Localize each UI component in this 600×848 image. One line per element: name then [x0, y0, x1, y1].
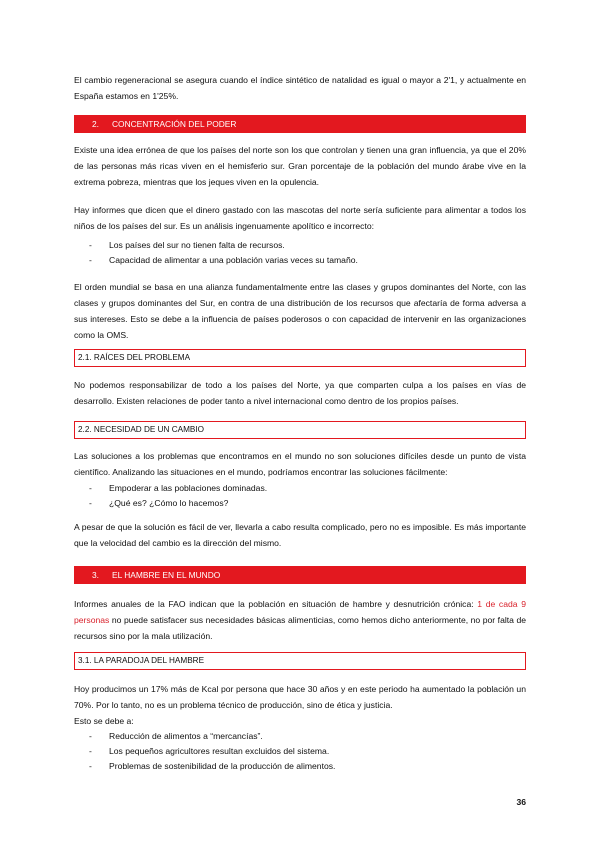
- section-3-title: EL HAMBRE EN EL MUNDO: [112, 570, 221, 580]
- subsection-3-1-title: 3.1. LA PARADOJA DEL HAMBRE: [78, 656, 205, 665]
- list-item-text: Los pequeños agricultores resultan excluidos del sistema.: [109, 746, 330, 756]
- section-3-number: 3.: [92, 570, 99, 580]
- section-2-number: 2.: [92, 119, 99, 129]
- section-3-text-before: Informes anuales de la FAO indican que la población en situación de hambre y desnutrición crónica:: [74, 599, 478, 609]
- list-item-text: ¿Qué es? ¿Cómo lo hacemos?: [109, 498, 229, 508]
- section-2-paragraph-2: Hay informes que dicen que el dinero gastado con las mascotas del norte sería suficiente para alimentar a todos los niños de los países del sur. Es un análisis ingenuamente apolítico e incorrecto:: [74, 205, 526, 231]
- list-item-text: Capacidad de alimentar a una población varias veces su tamaño.: [109, 255, 358, 265]
- subsection-2-1-heading: [74, 349, 526, 367]
- list-item-text: Los países del sur no tienen falta de recursos.: [109, 240, 285, 250]
- subsection-3-1-paragraph-2: Esto se debe a:: [74, 716, 134, 726]
- section-2-paragraph-3: El orden mundial se basa en una alianza fundamentalmente entre las clases y grupos dominantes del Norte, con las clases y grupos dominantes del Sur, en contra de una distribución de los recursos que afectaría de forma adversa a sus intereses. Esto se debe a la influencia de países poderosos o con capacidad de intervenir en las organizaciones como la OMS.: [74, 282, 526, 340]
- subsection-3-1-heading: [74, 652, 526, 670]
- section-3-paragraph: [74, 596, 526, 644]
- subsection-3-1-paragraph-1: Hoy producimos un 17% más de Kcal por persona que hace 30 años y en este periodo ha aumentado la población un 70%. Por lo tanto, no es un problema técnico de producción, sino de ética y justicia.: [74, 684, 526, 710]
- subsection-2-1-title: 2.1. RAÍCES DEL PROBLEMA: [78, 353, 191, 362]
- document-page: El cambio regeneracional se asegura cuando el índice sintético de natalidad es igual o mayor a 2'1, y actualmente en España estamos en 1'25%. 2. CONCENTRACIÓN DEL PODER Existe una idea errónea de que los países del norte son los que controlan y tienen una gran influencia, ya que el 20% de las personas más ricas viven en el hemisferio sur. Gran porcentaje de la población del mundo árabe vive en la extrema pobreza, mientras que los jeques viven en la opulencia. Hay informes que dicen que el dinero gastado con las mascotas del norte sería suficiente para alimentar a todos los niños de los países del sur. Es un análisis ingenuamente apolítico e incorrecto: - Los países del sur no tienen falta de recursos. - Capacidad de alimentar a una población varias veces su tamaño. El orden mundial se basa en una alianza fundamentalmente entre las clases y grupos dominantes del Norte, con las clases y grupos dominantes del Sur, en contra de una distribución de los recursos que afectaría de forma adversa a sus intereses. Esto se debe a la influencia de países poderosos o con capacidad de intervenir en las organizaciones como la OMS. 2.1. RAÍCES DEL PROBLEMA No podemos responsabilizar de todo a los países del Norte, ya que comparten culpa a los países en vías de desarrollo. Existen relaciones de poder tanto a nivel internacional como dentro de los propios países. 2.2. NECESIDAD DE UN CAMBIO Las soluciones a los problemas que encontramos en el mundo no son soluciones difíciles desde un punto de vista científico. Analizando las situaciones en el mundo, podríamos encontrar las soluciones fácilmente: - Empoderar a las poblaciones dominadas. - ¿Qué es? ¿Cómo lo hacemos? A pesar de que la solución es fácil de ver, llevarla a cabo resulta complicado, pero no es imposible. Es más importante que la velocidad del cambio es la dirección del mismo. 3. EL HAMBRE EN EL MUNDO Informes anuales de la FAO indican que la población en situación de hambre y desnutrición crónica: 1 de cada 9 personas no puede satisfacer sus necesidades básicas alimenticias, como hemos dicho anteriormente, no por falta de recursos sino por la mala utilización. 3.1. LA PARADOJA DEL HAMBRE Hoy producimos un 17% más de Kcal por persona que hace 30 años y en este periodo ha aumentado la población un 70%. Por lo tanto, no es un problema técnico de producción, sino de ética y justicia. Esto se debe a: - Reducción de alimentos a “mercancías”. - Los pequeños agricultores resultan excluidos del sistema. - Problemas de sostenibilidad de la producción de alimentos. 36: [0, 0, 600, 848]
- list-item-text: Empoderar a las poblaciones dominadas.: [109, 483, 268, 493]
- section-2-paragraph-1: Existe una idea errónea de que los países del norte son los que controlan y tienen una gran influencia, ya que el 20% de las personas más ricas viven en el hemisferio sur. Gran porcentaje de la población del mundo árabe vive en la extrema pobreza, mientras que los jeques viven en la opulencia.: [74, 145, 526, 187]
- subsection-2-2-heading: [74, 421, 526, 439]
- subsection-2-1-paragraph: No podemos responsabilizar de todo a los países del Norte, ya que comparten culpa a los países en vías de desarrollo. Existen relaciones de poder tanto a nivel internacional como dentro de los propios países.: [74, 380, 526, 406]
- list-item-text: Reducción de alimentos a “mercancías”.: [109, 731, 263, 741]
- section-2-title: CONCENTRACIÓN DEL PODER: [112, 119, 237, 129]
- subsection-2-2-title: 2.2. NECESIDAD DE UN CAMBIO: [78, 425, 205, 434]
- list-item-text: Problemas de sostenibilidad de la producción de alimentos.: [109, 761, 336, 771]
- intro-paragraph: El cambio regeneracional se asegura cuando el índice sintético de natalidad es igual o mayor a 2'1, y actualmente en España estamos en 1'25%.: [74, 75, 526, 101]
- subsection-2-2-paragraph-1: Las soluciones a los problemas que encontramos en el mundo no son soluciones difíciles desde un punto de vista científico. Analizando las situaciones en el mundo, podríamos encontrar las soluciones fácilmente:: [74, 451, 526, 477]
- section-3-text-after: no puede satisfacer sus necesidades básicas alimenticias, como hemos dicho anteriormente, no por falta de recursos sino por la mala utilización.: [74, 615, 526, 641]
- section-3-heading: [74, 566, 526, 584]
- subsection-2-2-paragraph-2: A pesar de que la solución es fácil de ver, llevarla a cabo resulta complicado, pero no es imposible. Es más importante que la velocidad del cambio es la dirección del mismo.: [74, 522, 526, 548]
- section-2-heading: [74, 115, 526, 133]
- highlighted-statistic: 1 de cada 9 personas: [74, 599, 526, 625]
- page-number: 36: [516, 797, 526, 807]
